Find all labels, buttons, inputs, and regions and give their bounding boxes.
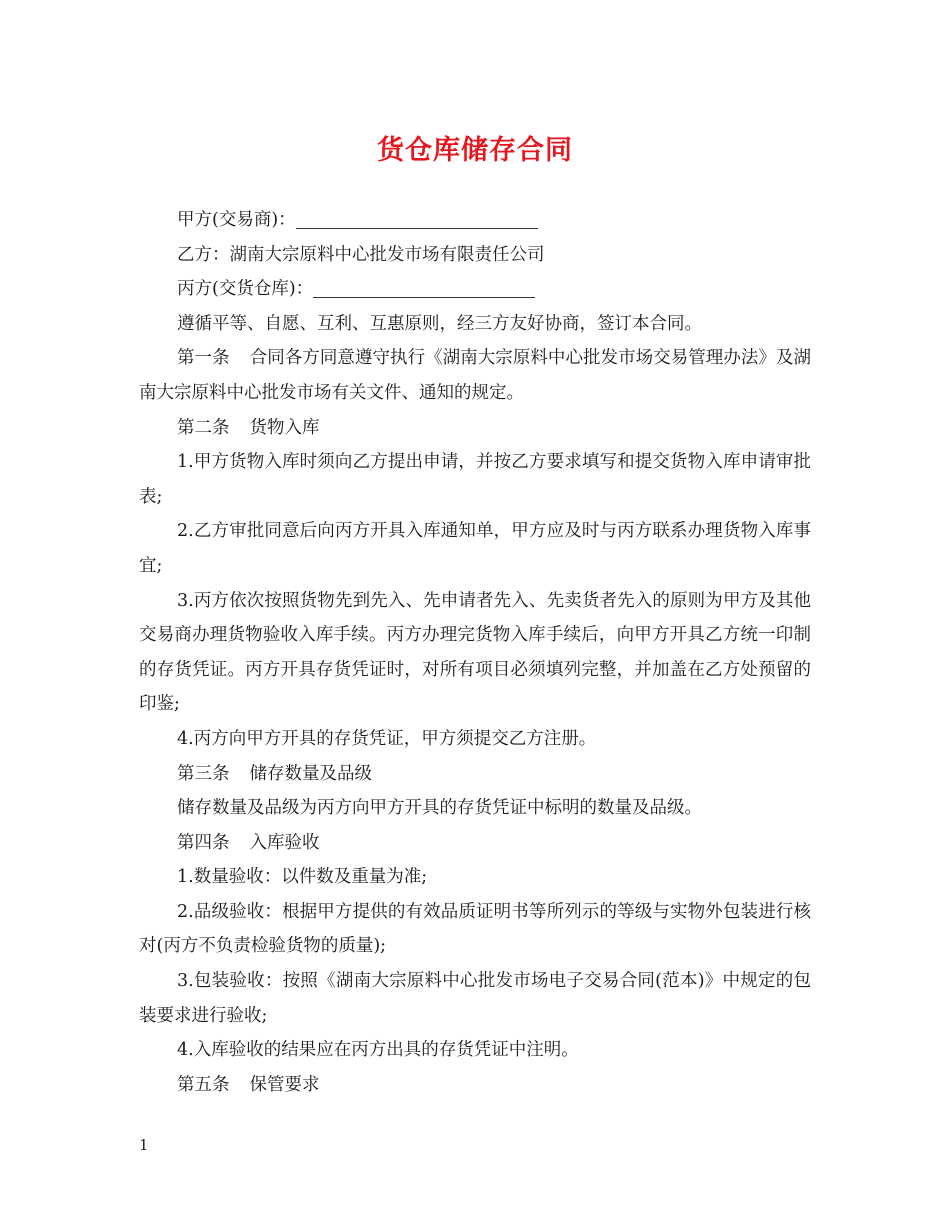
party-a-line bbox=[139, 203, 811, 238]
article-2-item: 3.丙方依次按照货物先到先入、先申请者先入、先卖货者先入的原则为甲方及其他交易商办理货物验收入库手续。丙方办理完货物入库手续后，向甲方开具乙方统一印制的存货凭证。丙方开具存货凭证时，对所有项目必须填列完整，并加盖在乙方处预留的印鉴; bbox=[139, 590, 811, 715]
article-2-item: 2.乙方审批同意后向丙方开具入库通知单，甲方应及时与丙方联系办理货物入库事宜; bbox=[139, 521, 811, 576]
party-c-line bbox=[139, 272, 811, 307]
article-1-text: 合同各方同意遵守执行《湖南大宗原料中心批发市场交易管理办法》及湖南大宗原料中心批发市场有关文件、通知的规定。 bbox=[139, 348, 812, 403]
party-c-blank[interactable] bbox=[313, 275, 535, 298]
article-4-item: 2.品级验收：根据甲方提供的有效品质证明书等所列示的等级与实物外包装进行核对(丙方不负责检验货物的质量); bbox=[139, 901, 811, 957]
page-number: 1 bbox=[139, 1136, 149, 1154]
article-3-title: 储存数量及品级 bbox=[249, 763, 372, 784]
article-1 bbox=[139, 341, 811, 410]
article-5-heading: 第五条 bbox=[177, 1074, 230, 1095]
party-c-label: 丙方(交货仓库)： bbox=[177, 279, 314, 300]
party-b-line: 乙方：湖南大宗原料中心批发市场有限责任公司 bbox=[177, 244, 545, 265]
article-3-heading-line bbox=[139, 757, 811, 792]
article-4-heading-line bbox=[139, 826, 811, 861]
article-4-item: 1.数量验收：以件数及重量为准; bbox=[177, 867, 428, 888]
party-a-blank[interactable] bbox=[296, 206, 538, 229]
article-2-item: 4.丙方向甲方开具的存货凭证，甲方须提交乙方注册。 bbox=[177, 728, 597, 749]
article-3-heading: 第三条 bbox=[177, 763, 230, 784]
article-2-title: 货物入库 bbox=[249, 417, 320, 438]
article-3-text: 储存数量及品级为丙方向甲方开具的存货凭证中标明的数量及品级。 bbox=[177, 798, 702, 819]
article-4-item: 3.包装验收：按照《湖南大宗原料中心批发市场电子交易合同(范本)》中规定的包装要求进行验收; bbox=[139, 971, 811, 1026]
party-a-label: 甲方(交易商)： bbox=[177, 210, 296, 230]
intro-paragraph: 遵循平等、自愿、互利、互惠原则，经三方友好协商，签订本合同。 bbox=[177, 313, 702, 334]
document-title: 货仓库储存合同 bbox=[377, 135, 573, 166]
article-5-heading-line bbox=[139, 1068, 811, 1103]
article-2-item: 1.甲方货物入库时须向乙方提出申请，并按乙方要求填写和提交货物入库申请审批表; bbox=[139, 452, 811, 507]
article-2-heading: 第二条 bbox=[177, 417, 230, 438]
article-2-heading-line bbox=[139, 411, 811, 446]
article-4-heading: 第四条 bbox=[177, 832, 230, 853]
article-4-title: 入库验收 bbox=[249, 832, 320, 853]
article-5-title: 保管要求 bbox=[249, 1074, 320, 1095]
document-body bbox=[139, 203, 811, 1102]
article-4-item: 4.入库验收的结果应在丙方出具的存货凭证中注明。 bbox=[177, 1040, 579, 1061]
article-1-heading: 第一条 bbox=[177, 348, 230, 369]
